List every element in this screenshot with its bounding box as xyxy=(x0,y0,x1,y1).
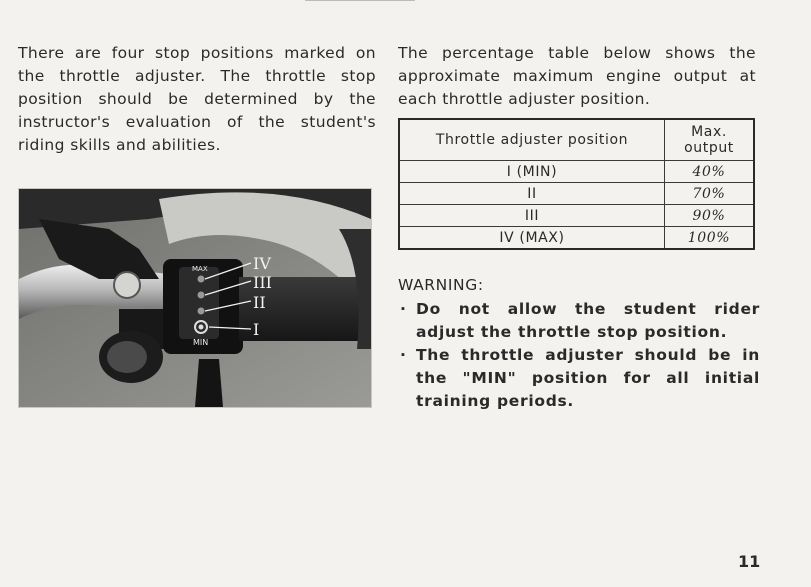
photo-label-min: MIN xyxy=(193,338,209,347)
warning-list xyxy=(398,298,760,413)
output-cell: 40% xyxy=(665,161,755,183)
position-cell: II xyxy=(399,183,665,205)
callout-ii: II xyxy=(253,293,266,312)
warning-item-text: Do not allow the student rider adjust the throttle stop position. xyxy=(416,300,760,341)
intro-paragraph: There are four stop positions marked on the throttle adjuster. The throttle stop position should be determined by the instructor's evaluation of the student's riding skills and abilities. xyxy=(18,44,376,154)
output-cell: 90% xyxy=(665,205,755,227)
output-table xyxy=(398,118,755,250)
table-intro: The percentage table below shows the approximate maximum engine output at each throttle adjuster position. xyxy=(398,44,756,108)
warning-title: WARNING: xyxy=(398,276,484,294)
table-header-output: Max. output xyxy=(665,119,755,161)
warning-item-text: The throttle adjuster should be in the "MIN" position for all initial training periods. xyxy=(416,346,760,410)
page-number: 11 xyxy=(738,552,761,571)
position-cell: III xyxy=(399,205,665,227)
photo-label-max: MAX xyxy=(192,265,208,273)
warning-block xyxy=(398,274,760,413)
warning-item xyxy=(398,298,760,344)
table-header-position: Throttle adjuster position xyxy=(399,119,665,161)
callout-i: I xyxy=(253,320,260,339)
position-cell: I (MIN) xyxy=(399,161,665,183)
top-rule xyxy=(305,0,415,1)
throttle-adjuster-photo xyxy=(18,188,372,408)
output-cell: 100% xyxy=(665,227,755,250)
bullet-icon: · xyxy=(400,300,407,318)
callout-iii: III xyxy=(253,273,272,292)
table-row xyxy=(399,161,754,183)
position-cell: IV (MAX) xyxy=(399,227,665,250)
table-row xyxy=(399,227,754,250)
callout-iv: IV xyxy=(253,254,271,273)
table-row xyxy=(399,183,754,205)
bullet-icon: · xyxy=(400,346,407,364)
warning-item xyxy=(398,344,760,413)
output-cell: 70% xyxy=(665,183,755,205)
table-row xyxy=(399,205,754,227)
